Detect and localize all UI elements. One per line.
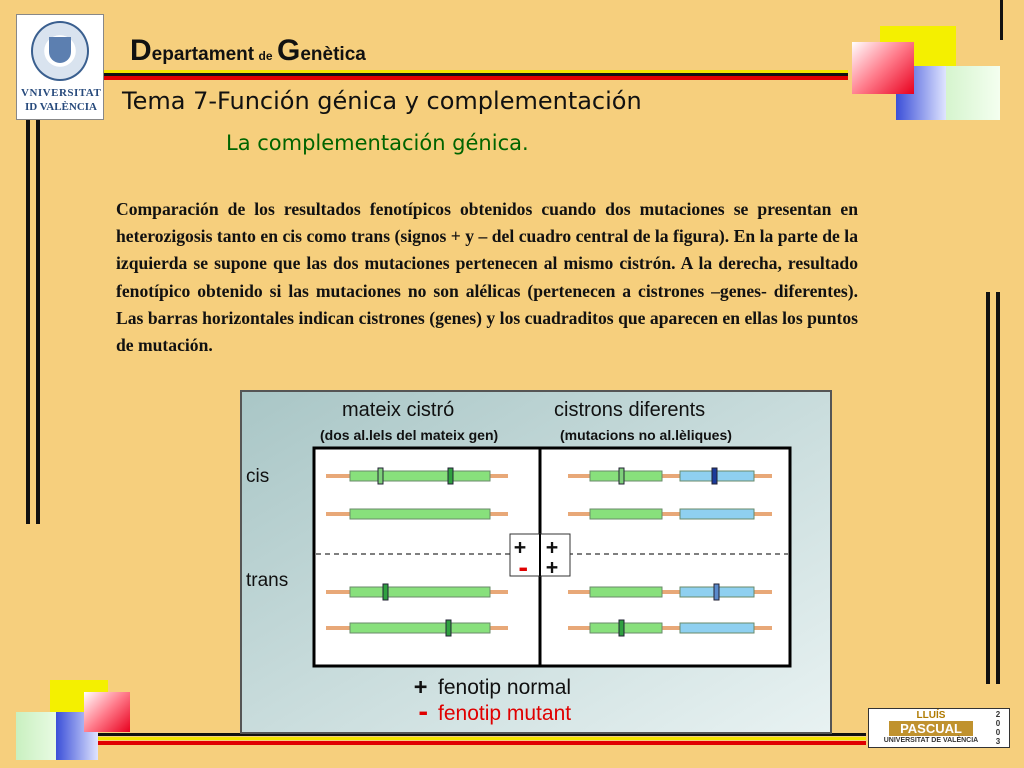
mutation-marker <box>378 468 383 484</box>
dept-initial-d: D <box>130 34 152 67</box>
university-seal-icon <box>31 21 89 81</box>
signature-first-name: LLUÍS <box>916 710 946 721</box>
sign-top-left: + <box>514 535 527 559</box>
footer-rule-red <box>96 741 866 745</box>
sign-top-right: + <box>546 535 559 559</box>
signature-year <box>993 710 1003 746</box>
department-title <box>130 34 366 68</box>
right-column-subtitle: (mutacions no al.lèliques) <box>560 427 732 443</box>
mutation-marker <box>714 584 719 600</box>
left-column-subtitle: (dos al.lels del mateix gen) <box>320 427 499 443</box>
gene-bar <box>680 509 754 519</box>
year-digit: 2 <box>995 710 1001 719</box>
legend-normal-label: fenotip normal <box>438 676 572 699</box>
author-signature <box>868 708 1010 748</box>
mutation-marker <box>448 468 453 484</box>
deco-square-red-bottom <box>84 692 130 732</box>
sign-bottom-right: + <box>546 555 559 579</box>
gene-bar <box>350 587 490 597</box>
gene-bar <box>350 471 490 481</box>
university-logo <box>16 14 104 120</box>
year-digit: 0 <box>995 719 1001 728</box>
row-label-trans: trans <box>246 570 289 591</box>
left-vertical-bar-2 <box>36 120 40 524</box>
legend-mutant-label: fenotip mutant <box>438 702 572 725</box>
mutation-marker <box>619 468 624 484</box>
gene-bar <box>680 623 754 633</box>
dept-connector: de <box>258 49 273 63</box>
row-label-cis: cis <box>246 466 270 487</box>
gene-bar <box>350 509 490 519</box>
complementation-figure <box>240 390 832 734</box>
logo-line-2: ID VALÈNCIA <box>24 101 98 113</box>
mutation-marker <box>712 468 717 484</box>
gene-bar <box>590 509 662 519</box>
mutation-marker <box>619 620 624 636</box>
right-vertical-bar-1 <box>986 292 990 684</box>
signature-institution: UNIVERSITAT DE VALÈNCIA <box>883 737 979 744</box>
year-digit: 0 <box>995 728 1001 737</box>
dept-initial-g: G <box>277 34 301 67</box>
gene-bar <box>350 623 490 633</box>
legend-normal-sign: + <box>414 675 428 700</box>
right-column-title: cistrons diferents <box>554 399 706 421</box>
figure-canvas <box>242 392 830 732</box>
sign-bottom-left: - <box>516 554 531 582</box>
gene-bar <box>590 623 662 633</box>
year-digit: 3 <box>995 737 1001 746</box>
mutation-marker <box>383 584 388 600</box>
signature-last-name: PASCUAL <box>889 721 973 736</box>
left-column-title: mateix cistró <box>342 399 455 421</box>
deco-square-red <box>852 42 914 94</box>
left-vertical-bar-1 <box>26 120 30 524</box>
gene-bar <box>590 471 662 481</box>
dept-word-2: enètica <box>300 44 366 65</box>
dept-word-1: epartament <box>151 44 255 65</box>
page-subtitle: La complementación génica. <box>226 131 529 155</box>
header-rule-red <box>104 76 848 80</box>
top-right-vertical-bar <box>1000 0 1003 40</box>
gene-bar <box>590 587 662 597</box>
mutation-marker <box>446 620 451 636</box>
description-paragraph: Comparación de los resultados fenotípicos obtenidos cuando dos mutaciones se presentan en heterozigosis tanto en cis como trans (signos + y – del cuadro central de la figura). En la parte de la izquierda se supone que las dos mutaciones pertenecen al mismo cistrón. A la derecha, resultado fenotípico obtenido si las mutaciones no son alélicas (pertenecen a cistrones –genes- diferentes). Las barras horizontales indican cistrones (genes) y los cuadraditos que aparecen en ellas los puntos de mutación. <box>116 199 858 356</box>
logo-line-1: VNIVERSITAT <box>21 87 102 99</box>
legend-mutant-sign: - <box>416 698 431 726</box>
page-title: Tema 7-Función génica y complementación <box>122 87 642 115</box>
footer-rule-yellow <box>96 737 866 740</box>
right-vertical-bar-2 <box>996 292 1000 684</box>
